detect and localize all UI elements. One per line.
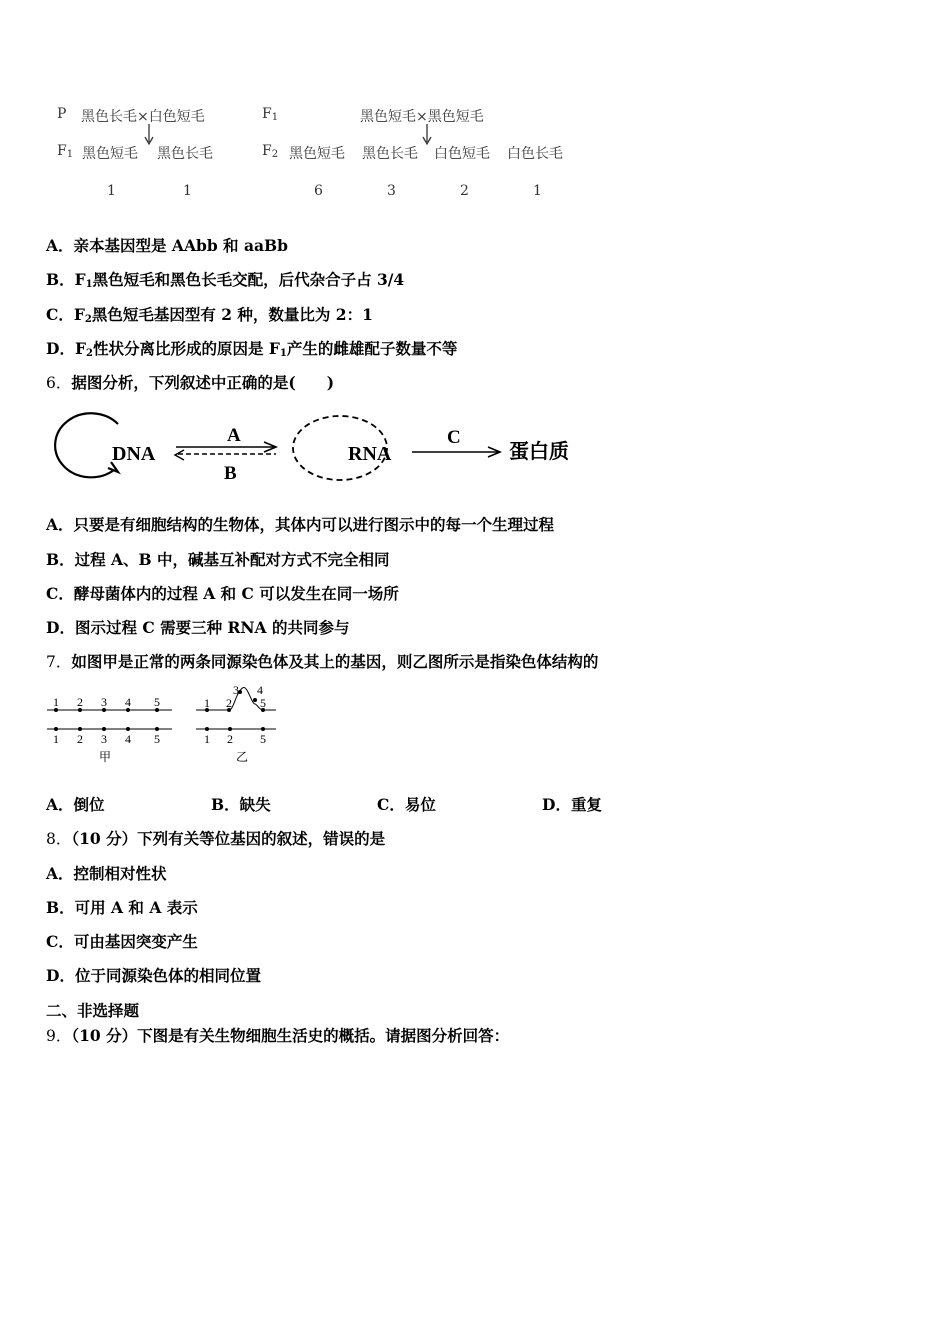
gene-label: 1 bbox=[204, 696, 210, 710]
cross-f1-black-long: 黑色长毛 bbox=[157, 146, 213, 162]
q7-option-a: A．倒位 bbox=[46, 795, 105, 814]
q5-option-a: A．亲本基因型是 AAbb 和 aaBb bbox=[46, 236, 288, 255]
down-arrow-icon bbox=[143, 124, 155, 150]
gene-label: 5 bbox=[154, 732, 160, 746]
process-a-label: A bbox=[227, 425, 241, 446]
cross-f1r-label: $F_1$ bbox=[262, 106, 279, 123]
q9-stem: 9．（10 分）下图是有关生物细胞生活史的概括。请据图分析回答： bbox=[46, 1026, 510, 1045]
cross-f2-ratio: 3 bbox=[387, 183, 396, 199]
q5-option-c: C．$F_2$黑色短毛基因型有 2 种，数量比为 2：1 bbox=[46, 305, 373, 325]
q6-option-b: B．过程 A、B 中，碱基互补配对方式不完全相同 bbox=[46, 550, 390, 569]
q8-option-b: B．可用 A 和 A 表示 bbox=[46, 898, 198, 917]
q5-option-b: B．$F_1$黑色短毛和黑色长毛交配，后代杂合子占 3/4 bbox=[46, 270, 405, 290]
rna-label: RNA bbox=[348, 443, 392, 465]
q7-option-b: B．缺失 bbox=[211, 795, 271, 814]
figure-label-jia: 甲 bbox=[99, 750, 112, 764]
cross-f1-parents: 黑色短毛×黑色短毛 bbox=[360, 109, 484, 125]
q8-option-d: D．位于同源染色体的相同位置 bbox=[46, 966, 261, 985]
gene-label: 2 bbox=[77, 695, 83, 709]
cross-f2-item: 黑色短毛 bbox=[289, 146, 345, 162]
q6-option-c: C．酵母菌体内的过程 A 和 C 可以发生在同一场所 bbox=[46, 584, 399, 603]
process-b-label: B bbox=[224, 463, 237, 484]
q5-option-d: D．$F_2$性状分离比形成的原因是 $F_1$产生的雌雄配子数量不等 bbox=[46, 339, 458, 359]
cross-f2-item: 黑色长毛 bbox=[362, 146, 418, 162]
cross-f2-item: 白色短毛 bbox=[434, 146, 490, 162]
gene-label: 5 bbox=[260, 732, 266, 746]
q6-option-d: D．图示过程 C 需要三种 RNA 的共同参与 bbox=[46, 618, 350, 637]
cross-p-parents: 黑色长毛×白色短毛 bbox=[81, 109, 205, 125]
cross-f2-ratio: 6 bbox=[314, 183, 323, 199]
cross-f2-label: $F_2$ bbox=[262, 143, 279, 160]
cross-f2-ratio: 1 bbox=[533, 183, 542, 199]
gene-label: 4 bbox=[125, 695, 131, 709]
q6-option-a: A．只要是有细胞结构的生物体，其体内可以进行图示中的每一个生理过程 bbox=[46, 515, 555, 534]
figure-label-yi: 乙 bbox=[236, 750, 249, 764]
gene-label: 2 bbox=[227, 732, 233, 746]
cross-f1-ratio-b: 1 bbox=[183, 183, 192, 199]
cross-f1-label: $F_1$ bbox=[57, 143, 74, 160]
central-dogma-diagram bbox=[48, 410, 608, 490]
gene-label: 5 bbox=[260, 696, 266, 710]
cross-f2-ratio: 2 bbox=[460, 183, 469, 199]
q6-stem: 6．据图分析，下列叙述中正确的是( ) bbox=[46, 373, 335, 392]
gene-label: 3 bbox=[101, 732, 107, 746]
q8-option-c: C．可由基因突变产生 bbox=[46, 932, 198, 951]
gene-label: 4 bbox=[257, 683, 263, 697]
q7-stem: 7．如图甲是正常的两条同源染色体及其上的基因，则乙图所示是指染色体结构的 bbox=[46, 652, 599, 671]
gene-label: 1 bbox=[204, 732, 210, 746]
protein-label: 蛋白质 bbox=[509, 439, 569, 463]
gene-label: 1 bbox=[53, 732, 59, 746]
chromosome-figure-jia bbox=[44, 686, 179, 768]
dna-label: DNA bbox=[112, 443, 156, 465]
section-heading: 二、非选择题 bbox=[46, 1001, 140, 1020]
gene-label: 2 bbox=[77, 732, 83, 746]
gene-label: 4 bbox=[125, 732, 131, 746]
cross-f1-ratio-a: 1 bbox=[107, 183, 116, 199]
gene-label: 1 bbox=[53, 695, 59, 709]
gene-label: 3 bbox=[233, 683, 239, 697]
q8-stem: 8．（10 分）下列有关等位基因的叙述，错误的是 bbox=[46, 829, 386, 848]
q7-option-c: C．易位 bbox=[377, 795, 436, 814]
cross-f1-black-short: 黑色短毛 bbox=[82, 146, 138, 162]
cross-f2-item: 白色长毛 bbox=[507, 146, 563, 162]
process-c-label: C bbox=[447, 427, 461, 448]
chromosome-figure-yi bbox=[193, 680, 283, 768]
cross-p-label: P bbox=[57, 106, 67, 122]
gene-label: 2 bbox=[226, 696, 232, 710]
gene-label: 5 bbox=[154, 695, 160, 709]
q7-option-d: D．重复 bbox=[542, 795, 602, 814]
gene-label: 3 bbox=[101, 695, 107, 709]
q8-option-a: A．控制相对性状 bbox=[46, 864, 167, 883]
down-arrow-icon bbox=[421, 124, 433, 150]
